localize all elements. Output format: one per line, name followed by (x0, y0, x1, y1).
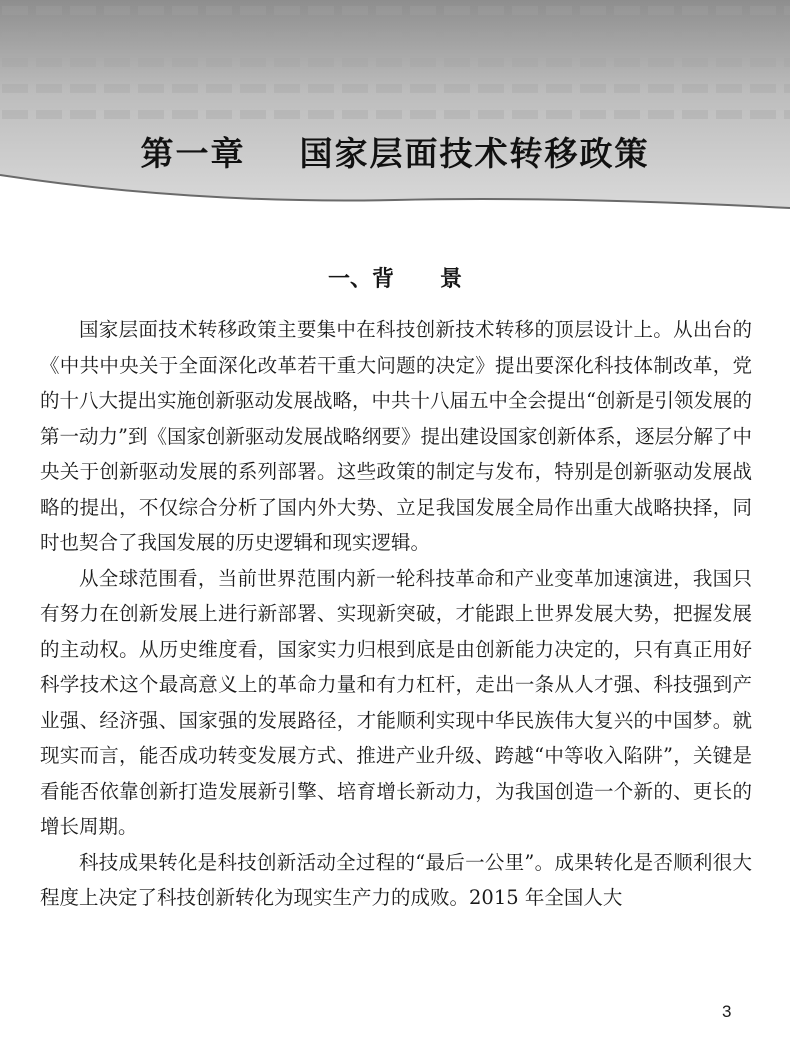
paragraph-2: 从全球范围看，当前世界范围内新一轮科技革命和产业变革加速演进，我国只有努力在创新发展上进行新部署、实现新突破，才能跟上世界发展大势，把握发展的主动权。从历史维度看，国家实力归根到底是由创新能力决定的，只有真正用好科学技术这个最高意义上的革命力量和有力杠杆，走出一条从人才强、科技强到产业强、经济强、国家强的发展路径，才能顺利实现中华民族伟大复兴的中国梦。就现实而言，能否成功转变发展方式、推进产业升级、跨越“中等收入陷阱”，关键是看能否依靠创新打造发展新引擎、培育增长新动力，为我国创造一个新的、更长的增长周期。 (40, 566, 752, 838)
chapter-title: 第一章 国家层面技术转移政策 (140, 134, 650, 173)
header-background-graphic (0, 0, 790, 215)
paragraph-3: 科技成果转化是科技创新活动全过程的“最后一公里”。成果转化是否顺利很大程度上决定了科技创新转化为现实生产力的成败。2015 年全国人大 (40, 850, 752, 909)
body-text (40, 312, 752, 916)
page-number: 3 (722, 1002, 732, 1021)
chapter-header-band (0, 0, 790, 215)
paragraph-1: 国家层面技术转移政策主要集中在科技创新技术转移的顶层设计上。从出台的《中共中央关于全面深化改革若干重大问题的决定》提出要深化科技体制改革，党的十八大提出实施创新驱动发展战略，中共十八届五中全会提出“创新是引领发展的第一动力”到《国家创新驱动发展战略纲要》提出建设国家创新体系，逐层分解了中央关于创新驱动发展的系列部署。这些政策的制定与发布，特别是创新驱动发展战略的提出，不仅综合分析了国内外大势、立足我国发展全局作出重大战略抉择，同时也契合了我国发展的历史逻辑和现实逻辑。 (40, 318, 752, 554)
section-heading: 一、背 景 (328, 266, 462, 292)
